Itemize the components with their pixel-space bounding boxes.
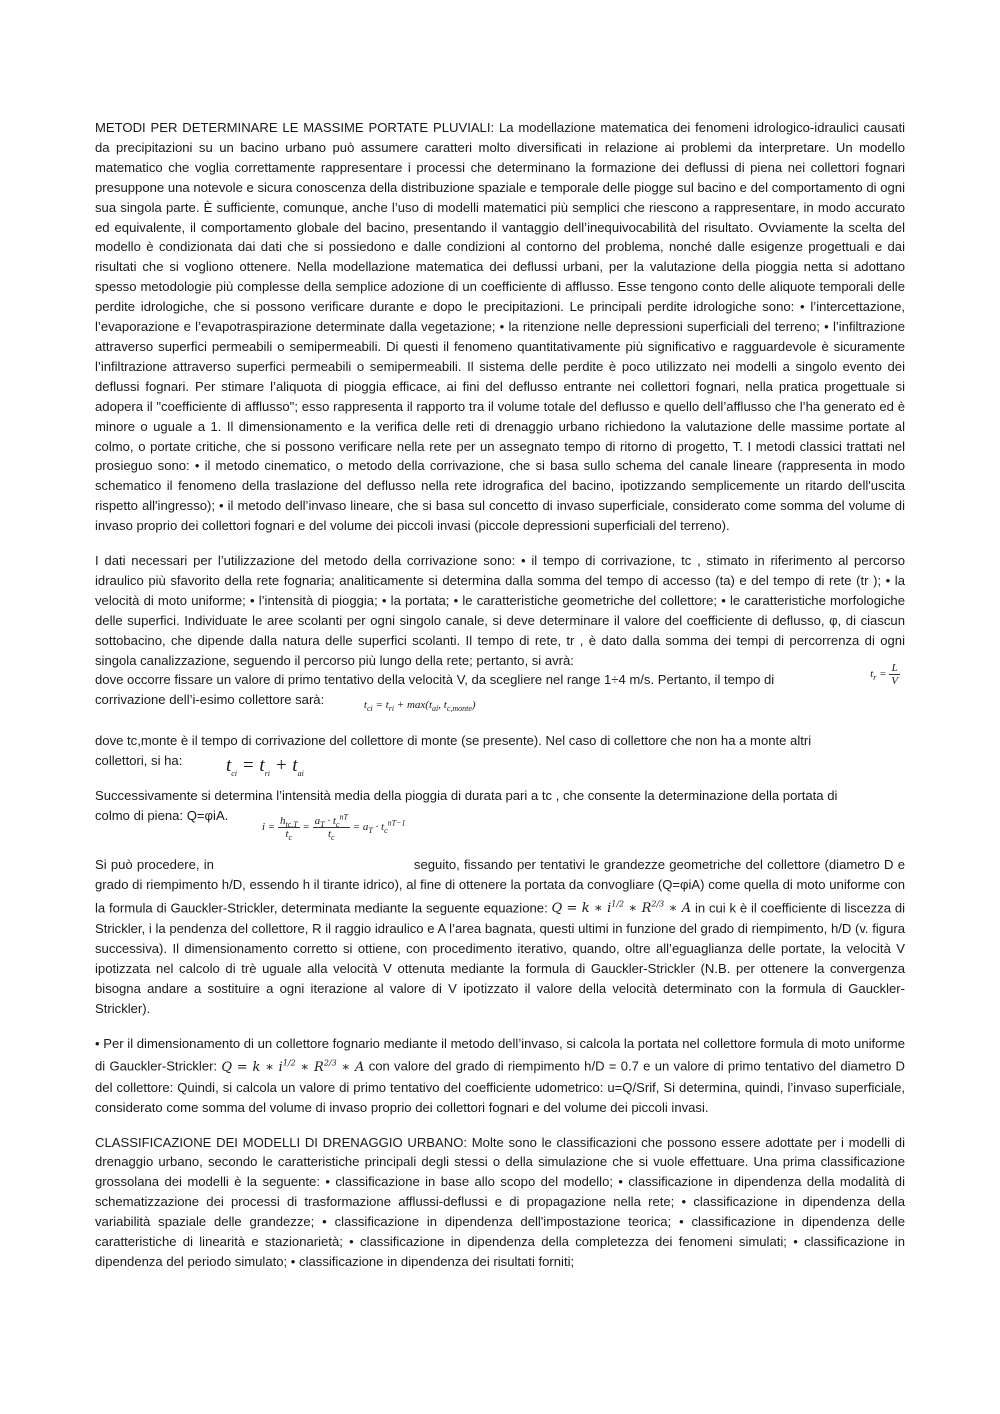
formula-tci-semplice: $t_{ci} = t_{ri} + t_{ai}$ [225,755,304,778]
paragraph-primo-tentativo [95,662,905,690]
text-segment: • Per il dimensionamento di un collettore fognario mediante il metodo dell’invaso, si calcola la portata nel collettore formula di moto uniforme di Gauckler-Strickler: [95,1035,905,1074]
spacer [95,776,905,786]
text-segment: corrivazione dell’i-esimo collettore sarà: [95,692,325,708]
formula-tempo-corrivazione: $t_{ci} = t_{ri} + \max(t_{ai}$, $t_{c,monte}$) [363,699,476,714]
text-segment: I dati necessari per l’utilizzazione del metodo della corrivazione sono: • il tempo di corrivazione, tc , stimato in riferimento al percorso idraulico più sfavorito della rete fognaria; analiticamente si determina dalla somma del tempo di accesso (ta) e del tempo di rete (tr ); • la velocità di moto uniforme; • l’intensità di pioggia; • la portata; • le caratteristiche geometriche del collettore; • le caratteristiche morfologiche delle superfici. Individuate le aree scolanti per ogni singolo canale, si deve determinare il valore del coefficiente di deflusso, φ, di ciascun sottobacino, che dipende dalla natura delle superfici scolanti. Il tempo di rete, tr , è dato dalla somma dei tempi di percorrenza di ogni singola canalizzazione, seguendo il percorso più lungo della rete; pertanto, si avrà: [95,553,905,668]
paragraph-metodi-portate: METODI PER DETERMINARE LE MASSIME PORTATE PLUVIALI: La modellazione matematica dei fenomeni idrologico-idraulici causati da precipitazioni su un bacino urbano può assumere caratteri molto diversificati in relazione ai problemi da interpretare. Un modello matematico che voglia correttamente rappresentare i processi che determinano la formazione dei deflussi di piena nei collettori fognari presuppone una notevole e sicura conoscenza della distribuzione spaziale e temporale delle piogge sul bacino e del comportamento di ogni sua singola parte. È sufficiente, comunque, anche l’uso di modelli matematici più semplici che riescono a rappresentare, in modo accurato ed equivalente, il comportamento globale del bacino, presentando il vantaggio dell’inequivocabilità del risultato. Ovviamente la scelta del modello è condizionata dai dati che si possiedono e dalle condizioni al contorno del problema, nonché dalle esigenze progettuali e dai risultati che si vogliono ottenere. Nella modellazione matematica dei deflussi urbani, per la valutazione della pioggia netta si adottano spesso metodologie più complesse della semplice adozione di un coefficiente di afflusso. Esse tengono conto delle aliquote temporali delle perdite idrologiche, che si possono verificare durante e dopo le precipitazioni. Le principali perdite idrologiche sono: • l’intercettazione, l’evaporazione e l’evapotraspirazione determinate dalla vegetazione; • la ritenzione nelle depressioni superficiali del terreno; • l’infiltrazione attraverso superfici permeabili o semipermeabili. Di questi il fenomeno quantitativamente più significativo e ragguardevole è sicuramente l’infiltrazione attraverso superfici permeabili o semipermeabili. Il sistema delle perdite è poco utilizzato nei modelli a singolo evento dei deflussi fognari. Per stimare l’aliquota di pioggia efficace, ai fini del deflusso entrante nei collettori fognari, nella pratica progettuale si adopera il "coefficiente di afflusso"; esso rappresenta il rapporto tra il volume totale del deflusso e quello dell’afflusso che l’ha generato ed è minore o uguale a 1. Il dimensionamento e la verifica delle reti di drenaggio urbano richiedono la valutazione delle massime portate al colmo, o portate critiche, che si possono verificare nella rete per un assegnato tempo di ritorno di progetto, T. I metodi classici trattati nel prosieguo sono: • il metodo cinematico, o metodo della corrivazione, che si basa sullo schema del canale lineare (rappresenta in modo schematico il fenomeno della traslazione del deflusso nella rete idrografica del bacino, ipotizzando semplicemente un ritardo dell'uscita rispetto all'ingresso); • il metodo dell’invaso lineare, che si basa sul concetto di invaso superficiale, considerato come somma del volume di invaso proprio dei collettori fognari e del volume dei piccoli invasi (piccole depressioni superficiali del terreno). [95,120,905,534]
spacer [95,840,905,855]
formula-tempo-rete: $t_r$ = $\frac{L}{V}$ [870,662,898,688]
text-segment: collettori, si ha: [95,753,183,769]
paragraph-intensita-pioggia [95,786,905,806]
text-segment: seguito, fissando per tentativi le grandezze geometriche del collettore (diametro D e grado di riempimento h/D, essendo h il tirante idrico), al fine di ottenere la portata da convogliare (Q=φiA) come quella di moto uniforme con la formula di Gauckler-Strickler, determinata mediante la seguente equazione: [95,856,905,916]
spacer [95,1019,905,1034]
paragraph-colmo-piena [95,806,905,843]
text-segment: colmo di piena: Q=φiA. [95,808,229,823]
paragraph-metodo-invaso [95,1034,905,1118]
paragraph-tc-monte [95,731,905,751]
spacer [95,716,905,731]
text-segment: dove occorre fissare un valore di primo tentativo della velocità V, da scegliere nel range 1÷4 m/s. Pertanto, il tempo di [95,672,775,688]
text-segment: con valore del grado di riempimento h/D = 0.7 e un valore di primo tentativo del diametro D del collettore: Quindi, si calcola un valore di primo tentativo del coefficiente udometrico: u=Q/Srif, Si determina, quindi, l’invaso superficiale, considerato come somma del volume di invaso proprio dei collettori fognari e del volume dei piccoli invasi. [95,1058,906,1115]
paragraph-dati-corrivazione [95,551,905,670]
formula-gauckler-strickler: Q = k ∗ $i^{1/2}$ ∗ $R^{2/3}$ ∗ A [551,899,692,917]
text-segment: Successivamente si determina l’intensità media della pioggia di durata pari a tc , che consente la determinazione della portata di [95,788,838,804]
spacer [95,536,905,551]
text-segment: Si può procedere, in [95,856,214,872]
paragraph-collettori-monte [95,751,905,776]
paragraph-corrivazione-collettore [95,690,905,716]
paragraph-gauckler-strickler [95,855,905,1019]
spacer [95,1118,905,1133]
paragraph-classificazione-modelli: CLASSIFICAZIONE DEI MODELLI DI DRENAGGIO URBANO: Molte sono le classificazioni che possono essere adottate per i modelli di drenaggio urbano, secondo le caratteristiche principali degli stessi o della simulazione che si vuole effettuare. Una prima classificazione grossolana dei modelli è la seguente: • classificazione in base allo scopo del modello; • classificazione in dipendenza della modalità di schematizzazione dei processi di trasformazione afflussi-deflussi e di propagazione nella rete; • classificazione in dipendenza della variabilità spaziale delle grandezze; • classificazione in dipendenza dell'impostazione teorica; • classificazione in dipendenza delle caratteristiche di linearità e stazionarietà; • classificazione in dipendenza della completezza dei fenomeni simulati; • classificazione in dipendenza del periodo simulato; • classificazione in dipendenza dei risultati forniti; [95,1134,905,1269]
text-segment: dove tc,monte è il tempo di corrivazione del collettore di monte (se presente). Nel caso di collettore che non ha a monte altri [95,733,812,749]
text-segment: in cui k è il coefficiente di liscezza di Strickler, i la pendenza del collettore, R il raggio idraulico e A l’area bagnata, questi ultimi in funzione del grado di riempimento, h/D (v. figura successiva). Il dimensionamento corretto si ottiene, con procedimento iterativo, quando, oltre all’eguaglianza delle portate, la velocità V ipotizzata nel calcolo di trè uguale alla velocità V ottenuta mediante la formula di Gauckler-Strickler (N.B. per ottenere la convergenza bisogna andare a sostituire a ogni iterazione al valore di V ipotizzato il valore della velocità determinato con la formula di Gauckler-Strickler). [95,900,906,1016]
formula-gauckler-strickler-invaso: Q = k ∗ $i^{1/2}$ ∗ $R^{2/3}$ ∗ A [221,1058,365,1075]
formula-intensita: i = $\frac{h_{tc,T}}{t_c}$ = $\frac{a_T \cdot t_c^{nT}}{t_c}$ = $a_T \cdot t_c^{nT-1}$ [261,812,406,843]
